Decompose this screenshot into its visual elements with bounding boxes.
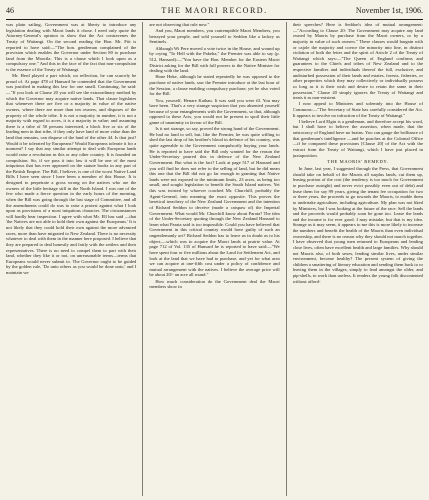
page-header (6, 5, 423, 17)
paragraph: And you, Maori members, you contemptible Maori Members, you betrayed your people, and sold yourself to Seddon like a lackey as Sentinels. (149, 28, 280, 45)
page-number: 46 (6, 6, 14, 15)
header-rule (6, 19, 423, 20)
column-middle (149, 22, 279, 496)
paragraph: Mr. Herd played a part which, on reflection, he can scarcely be proud of. At page 478 of Hansard he contended that the Government was justified in making this law for one small. Continuing, he said:—"If you look at Clause 20 you will see the extraordinary method by which the Governor may acquire native lands. That clause legislates that whenever there are five or a majority in value of the native owners, where there are more than ten owners, and disposes of the property of the whole tribe. It is not a majority in number, it is not a majority with regard to acres, it is a majority in value; and assuming there is a tribe of 50 persons interested, a block five or six of the leading men in that tribe, if they only have land of more value than the land that remains, can dispose of the land of the other 44. Is that just? Would it be tolerated by Europeans? Would Europeans tolerate it for a moment? I say that any similar attempt to deal with European lands would raise a revolution in this or any other country. It is founded on compulsion. Sir, if we pass it into law it will be one of the most iniquitous that has ever appeared on the statute books in any part of the British Empire. The Bill, I believe, is one of the worst Native Land Bills I have seen since I have been a member of this House. It is designed to perpetrate a gross wrong on the natives who are the owners of the little heritage still in the North Island. I was one of the few who made a fierce question in the early hours of the morning, when the Bill was going through the last stage of Committee, and all the amendments could do was to raise a protest against what I look upon as provisions of a most iniquitous character. The circumstances will hardly bear inspection. I agree with what Mr. Ell has said —that 'the Natives are not able to hold their own against the Europeans.' It is not likely that they could hold their own against the more advanced races, more than have migrated to New Zealand. There is no necessity whatever to deal with them in the manner here proposed. I believe that they are prepared to deal honestly and fairly with the settlers and their representatives. There is no need to compel them to part with their land, whether they like it or not, on unreasonable terms—terms that Europeans would never submit to. The Governor ought to be guided by the golden rule, 'Do unto others as you would be done unto,' and I maintain we (6, 73, 137, 276)
column-divider (142, 22, 143, 496)
paragraph: I now appeal to Ministers and solemnly into the House of Commons:—"The Secretary of State has carefully considered the Act. It appears to involve no infraction of the Treaty of Waitangi." (292, 101, 423, 118)
publication-title: THE MAORI RECORD. (161, 6, 268, 15)
article-columns (6, 22, 423, 496)
paragraph: You, yourself, Henare Kaihau. It was said you were ill. You may have been. That's a very strange suspicion that you absented yourself because of your entanglements with the Government, so that, although opposed to these Acts, you would not be present to spoil their little game of unanimity in favour of the Bill. (149, 97, 280, 125)
paragraph: In June, last year, I suggested through the Press, that Government should take on behalf of the Maoris all surplus lands, cut them up, leasing portion of the cost (the tendency is too much for Government to purchase outright) and never evict possibly even out of debt) and lease them for say 99 years, giving the tenant fee occupation for two or three years, the proceeds to go towards the Maoris, to enable them to undertake agriculture, including agriculture. My plan was not liked by Ministers, but I was looking at the future of the race. Sell the lands and the proceeds would probably soon be gone too. Lease the lands and the income is for ever good. I may mistake, but that is my idea. Strange as it may seem, it appears to me this is more likely to increase the numbers and benefit the health of the Maoris than even individual ownership, and there is no reason why they should not march together. I have observed that young men returned to Europeans and lending close lives, often have excellent health and large families. Why should not Maoris also, of both sexes, lending similar lives, under similar environment, become healthy? The present system of giving the children a smattering of literary education and sending them back to or leaving them in the villages, simply to lead amongst the older, and pip-shells, to work than useless. It renders the young folk discontented without afford- (292, 166, 423, 284)
paragraph: Is it not strange, so say, proved the strong hand of the Government. He had no land to sell, but, like the Premier, he was quite willing to shed the last drop of his brother's blood in defence of his country, was quite agreeable to the Government compulsorily buying your lands. He is reported to have said the Bill only wanted for the reason the Under-Secretary poured this in defence of the New Zealand Government. But what is the fact? Look at page 517 of Hansard and you will find he does not refer to the selling of land, but he did mean this one that the Bill did not go far enough in granting that Native lands were not exposed to the minimum limits, 23 acres, as being too small, and sought legislation to benefit the South Island natives. Yet this was twisted by whoever coached Mr. Churchill, probably the Agent-General, into meaning the exact opposite. This proves the heretical treachery of the New Zealand Government and the intention of Richard Seddon to deceive (made a catspaw of) the Imperial Government. What would Mr. Churchill know about Parata? The idea of the Under-Secretary quoting through the New Zealand Hansard to learn what Parata said is too impossible. Could you have believed that Government in this critical country would have guilty of such an ungentlemanly act? Richard Seddon has to leave us in doubt as to his object,—which was to acquire the Maori lands at prairie value. At page 712 of Vol. 135 of Hansard he is reported to have said:—"We have spent four or five millions about the Land for Settlement Act, and look at the land that we have had to purchase, and yet for what area we can acquire at one-fifth cost under a policy of confidence and mutual arrangement with the natives. I believe the average price will be about 20/- an acre all round." (149, 126, 280, 278)
paragraph: I believe Lord Elgin is a gentleman, and therefore accept his word, but I shall have to believe the assertion, when made, that the aristocracy of England have no brains. You can gauge the brilliance of that gentleman's intelligence —and he poaches at the Colonial Office—if he compared these provisions [Clause 20] of the Act with the extract from the Treaty of Waitangi, which I have just placed in juxtaposition. (292, 118, 423, 158)
paragraph: Hone Heke, although he stated repeatedly he was opposed to the purchase of native lands, saw the Premier introduce at the last hour of the Session, a clause enabling compulsory purchase, yet he also voted for the Bill. (149, 74, 280, 97)
section-heading: THE MAORIS' REMEDY. (327, 159, 389, 165)
paragraph: Although Wi Pere moved a vote twice in the House, and wound up by crying "To Hell with the Pakeha," the Premier was able to say (p. 512, Hansard):—"You have the Hon. Member for the Eastern Maori District asking for the Bill with full powers to the Native Minister for dealing with the land. (149, 45, 280, 74)
paragraph: How much consideration do the Government deal the Maori members show in (149, 278, 280, 290)
paragraph: are not observing that rule now." (149, 22, 210, 27)
issue-date: November 1st, 1906. (355, 6, 423, 15)
column-left (6, 22, 136, 496)
paragraph: was plain sailing, Government was at liberty to introduce any legislation dealing with Maori lands it chose. I need only quote the Attorney-General's opinion to show that the Act contravenes the Treaty of Waitangi. On the second reading the Hon. Mr. Fitt is reported to have said:—"The hon. gentleman complained of the provision which enables the Governor under Section 80 to purchase land from the Moorila. This is a clause which I look upon as a compulsory one." And this in the face of the fact that non-compulsion is the essence of the Treaty of Waitangi. (6, 22, 137, 72)
column-right (293, 22, 423, 496)
paragraph: their speeches? Here is Seddon's idea of mutual arrangement:—"According to Clause 20: The Government may acquire any land owned by Maoris by purchase from the Maori owners, or by a majority in value of such owners." These clauses would bargain with or cajole the majority and coerce the minority into line, in distinct violation of both the letter and the spirit of Article 2 of the Treaty of Waitangi which says:—"The Queen of England confirms and guarantees to the Chiefs and tribes of New Zealand and to the respective families and individuals thereof the full, exclusive, and undisturbed possession of their lands and estates, forests, fisheries, or other properties which they may collectively or individually possess so long as it is their wish and desire to retain the same in their possession." Clause 20 simply ignores the Treaty of Waitangi and treats it as non-existent. (292, 22, 423, 101)
column-divider (286, 22, 287, 496)
